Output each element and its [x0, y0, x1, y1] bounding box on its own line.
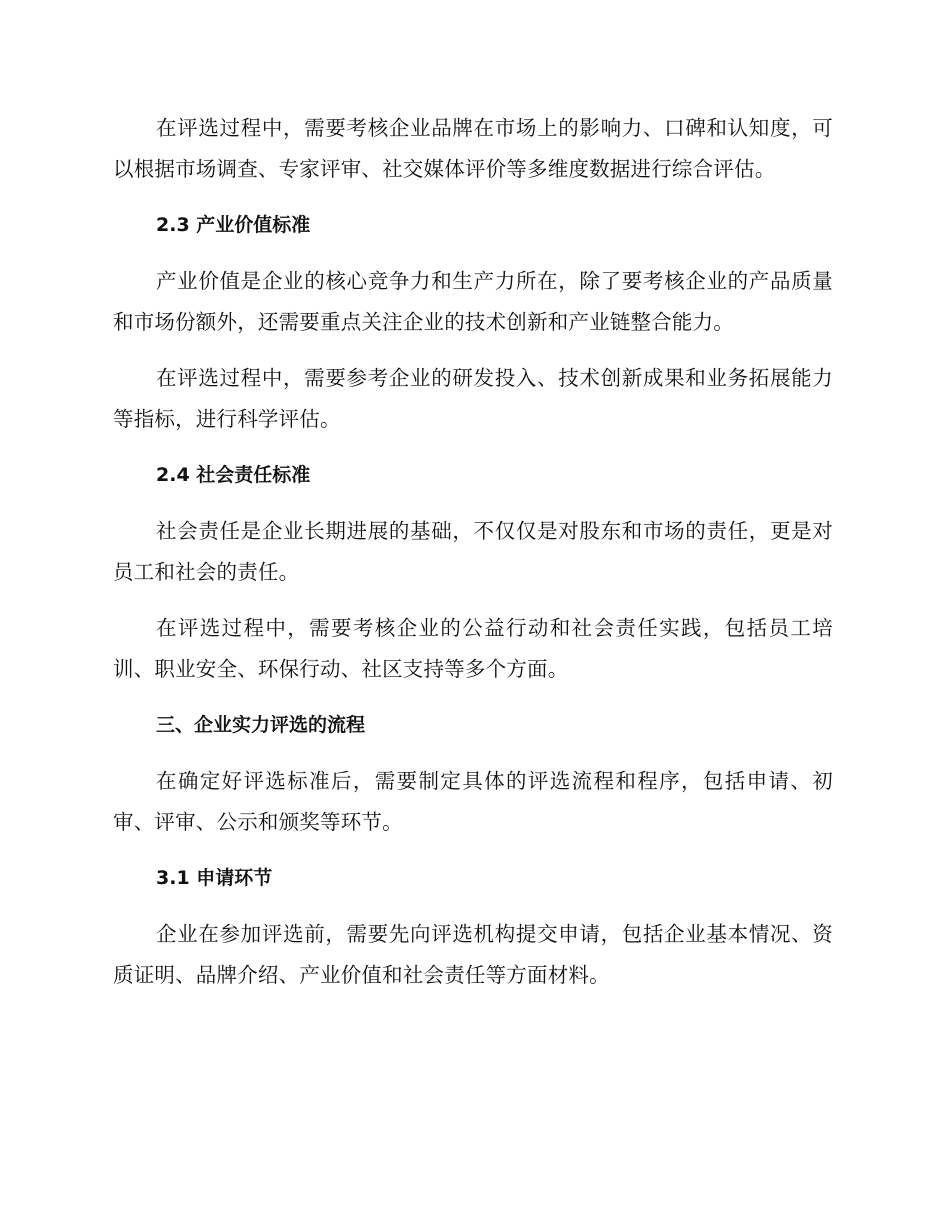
- paragraph-social-responsibility: 社会责任是企业长期进展的基础，不仅仅是对股东和市场的责任，更是对员工和社会的责任。: [113, 519, 833, 584]
- paragraph-selection-process: 在确定好评选标准后，需要制定具体的评选流程和程序，包括申请、初审、评审、公示和颁奖等环节。: [113, 769, 833, 834]
- spacer: [113, 190, 833, 205]
- spacer: [113, 440, 833, 455]
- section-heading-2-3: 2.3 产业价值标准: [156, 214, 311, 236]
- section-heading-3-1: 3.1 申请环节: [156, 867, 273, 889]
- paragraph-industry-evaluation: 在评选过程中，需要参考企业的研发投入、技术创新成果和业务拓展能力等指标，进行科学评估。: [113, 366, 833, 431]
- spacer: [113, 343, 833, 358]
- spacer: [113, 690, 833, 705]
- spacer: [113, 899, 833, 914]
- spacer: [113, 496, 833, 511]
- section-heading-2-4: 2.4 社会责任标准: [156, 464, 311, 486]
- document-page: [113, 108, 833, 996]
- section-heading-3: 三、企业实力评选的流程: [156, 714, 366, 736]
- spacer: [113, 246, 833, 261]
- paragraph-industry-value: 产业价值是企业的核心竞争力和生产力所在，除了要考核企业的产品质量和市场份额外，还需要重点关注企业的技术创新和产业链整合能力。: [113, 269, 833, 334]
- paragraph-social-evaluation: 在评选过程中，需要考核企业的公益行动和社会责任实践，包括员工培训、职业安全、环保行动、社区支持等多个方面。: [113, 616, 833, 681]
- spacer: [113, 593, 833, 608]
- paragraph-application: 企业在参加评选前，需要先向评选机构提交申请，包括企业基本情况、资质证明、品牌介绍、产业价值和社会责任等方面材料。: [113, 922, 833, 987]
- spacer: [113, 746, 833, 761]
- spacer: [113, 843, 833, 858]
- paragraph-brand-evaluation: 在评选过程中，需要考核企业品牌在市场上的影响力、口碑和认知度，可以根据市场调查、专家评审、社交媒体评价等多维度数据进行综合评估。: [113, 116, 833, 181]
